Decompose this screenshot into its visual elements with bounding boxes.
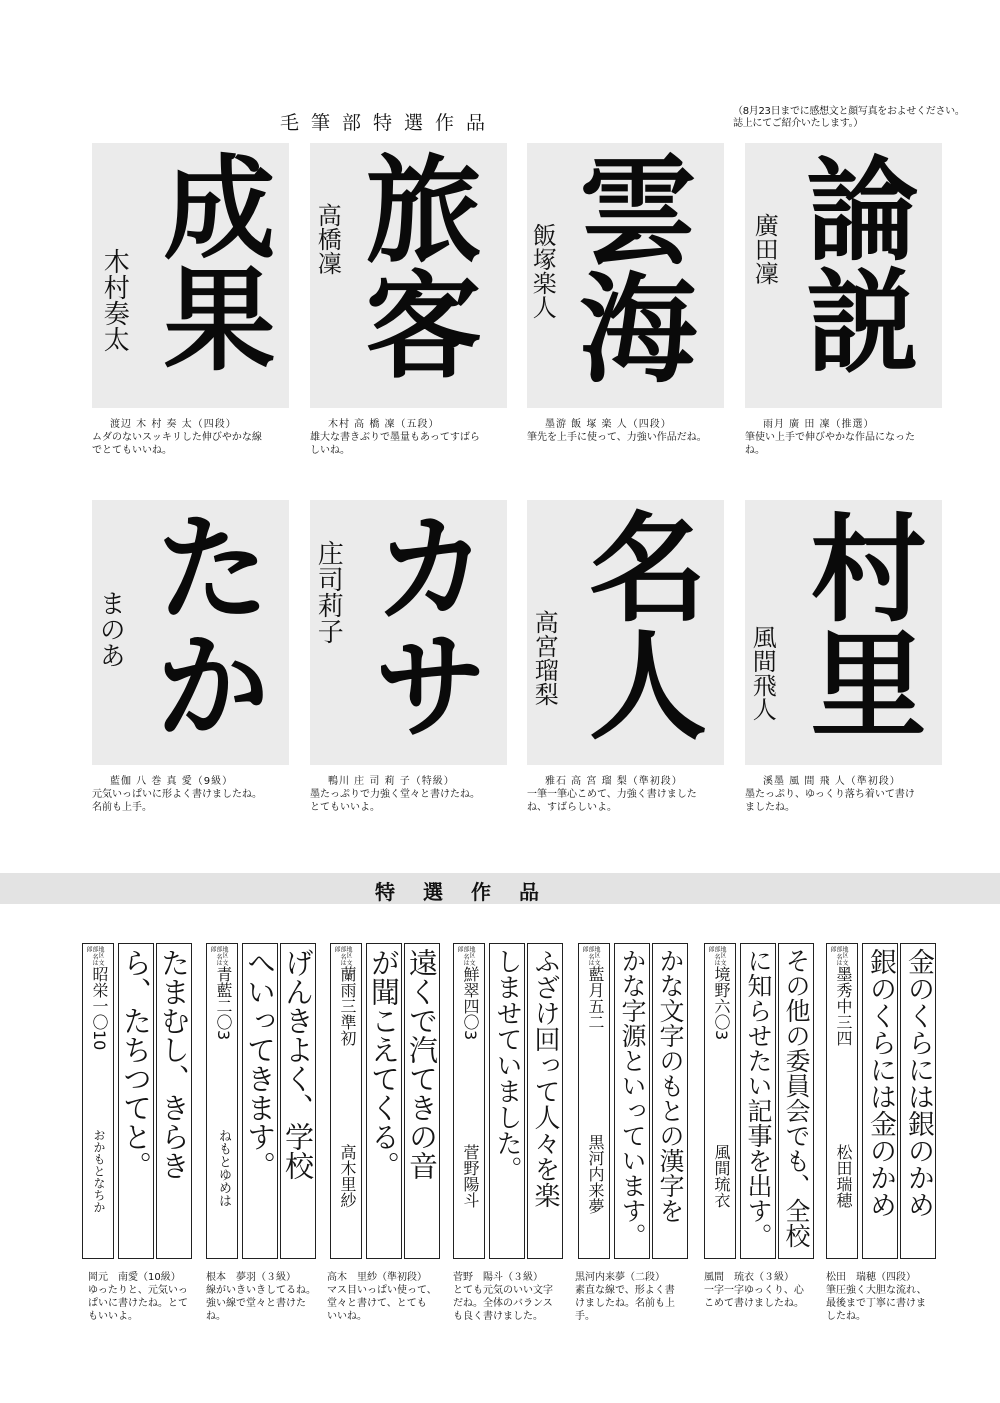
column-text: しませていました。 [492, 948, 522, 1182]
label-signature: ねもとゆめは [216, 1129, 231, 1207]
calligraphy-sheet [330, 943, 443, 1259]
student-label [330, 943, 362, 1259]
calligraphy-sheet [82, 943, 195, 1259]
artwork-panel [527, 500, 724, 765]
label-header: 地区 文部 名は郎 [829, 946, 848, 966]
label-value: 青藍二〇3 [214, 966, 233, 1041]
artwork-caption [527, 775, 724, 814]
submission-note: （8月23日までに感想文と顔写真をおよせください。誌上にてご紹介いたします。） [733, 106, 965, 129]
teacher-comment: 筆先を上手に使って、力強い作品だね。 [527, 432, 707, 443]
calligraphy-sheet [206, 943, 319, 1259]
text-column-second [900, 943, 936, 1259]
artwork-characters: 論説 [788, 151, 919, 375]
artist-credit: 木村 高 橋 凜（五段） [328, 419, 440, 430]
text-column-first [740, 943, 776, 1259]
section-title-special: 特選作品 [375, 880, 567, 904]
teacher-comment: ゆったりと、元気いっ ぱいに書けたね。とて もいいよ。 [88, 1285, 188, 1322]
artwork-panel [745, 500, 942, 765]
teacher-comment: 一筆一筆心こめて、力強く書けました ね、すばらしいよ。 [527, 789, 697, 813]
artwork-caption [745, 418, 942, 457]
teacher-comment: 線がいきいきしてるね。 強い線で堂々と書けた ね。 [206, 1285, 316, 1322]
artist-credit: 雨月 廣 田 凜（推選） [763, 419, 875, 430]
calligraphy-sheet [578, 943, 691, 1259]
column-text: その他の委員会でも、全校 [782, 948, 811, 1248]
artist-credit: 藍伽 八 巻 真 愛（9級） [110, 776, 234, 787]
student-credit: 根本 夢羽（３級） [206, 1272, 296, 1283]
teacher-comment: ムダのないスッキリした伸びやかな線 でとてもいいね。 [92, 432, 262, 456]
teacher-comment: 素直な線で、形よく書 けましたね。名前も上 手。 [575, 1285, 675, 1322]
label-header: 地区 文部 名は郎 [333, 946, 352, 966]
work-caption [826, 1271, 944, 1323]
work-caption [453, 1271, 571, 1323]
text-column-second [404, 943, 440, 1259]
work-caption [206, 1271, 324, 1323]
artwork-caption [92, 418, 289, 457]
text-column-first [242, 943, 278, 1259]
label-header: 地区 文部 名は郎 [85, 946, 104, 966]
teacher-comment: 一字一字ゆっくり、心 こめて書けましたね。 [704, 1285, 804, 1309]
artist-credit: 溪墨 風 間 飛 人（準初段） [763, 776, 901, 787]
column-text: かな字源といっています。 [618, 948, 647, 1248]
artwork-panel [92, 500, 289, 765]
work-caption [575, 1271, 693, 1323]
teacher-comment: 元気いっぱいに形よく書けましたね。 名前も上手。 [92, 789, 262, 813]
label-header: 地区 文部 名は郎 [581, 946, 600, 966]
student-credit: 風間 琉衣（３級） [704, 1272, 794, 1283]
artwork-panel [527, 143, 724, 408]
label-header: 地区 文部 名は郎 [456, 946, 475, 966]
teacher-comment: 筆圧強く大胆な流れ、 最後まで丁寧に書けま したね。 [826, 1285, 927, 1322]
artwork-characters: 成果 [145, 149, 276, 373]
calligraphy-sheet [826, 943, 939, 1259]
text-column-first [862, 943, 898, 1259]
teacher-comment: とても元気のいい文字 だね。全体のバランス も良く書けました。 [453, 1285, 553, 1322]
artwork-characters: 村里 [791, 508, 927, 740]
artist-credit: 鴨川 庄 司 莉 子（特級） [328, 776, 455, 787]
label-signature: 高木里紗 [338, 1144, 357, 1208]
artwork-signature: 飯塚楽人 [528, 223, 557, 319]
artwork-caption [92, 775, 289, 814]
artist-credit: 渡辺 木 村 奏 太（四段） [110, 419, 237, 430]
student-credit: 松田 瑞穂（四段） [826, 1272, 916, 1283]
artist-credit: 雅石 高 宮 瑠 梨（準初段） [545, 776, 683, 787]
student-credit: 岡元 南愛（10級） [88, 1272, 181, 1283]
artwork-signature: 木村奏太 [99, 248, 130, 352]
label-value: 鮮翠四〇3 [461, 966, 480, 1041]
label-value: 藍月五二 [586, 966, 605, 1030]
text-column-second [652, 943, 688, 1259]
student-credit: 菅野 陽斗（３級） [453, 1272, 543, 1283]
teacher-comment: 墨たっぷり、ゆっくり落ち着いて書け ましたね。 [745, 789, 915, 813]
column-text: に知らせたい記事を出す。 [744, 948, 773, 1248]
teacher-comment: 墨たっぷりで力強く堂々と書けたね。 とてもいいよ。 [310, 789, 480, 813]
column-text: ふざけ回って人々を楽 [530, 948, 560, 1208]
label-signature: おかもとなちか [92, 1129, 106, 1213]
text-column-second [156, 943, 192, 1259]
label-value: 昭栄一〇10 [90, 966, 109, 1051]
text-column-second [527, 943, 563, 1259]
label-signature: 菅野陽斗 [461, 1144, 480, 1208]
section-title-brush: 毛筆部特選作品 [280, 112, 498, 134]
artwork-signature: 高宮瑠梨 [530, 610, 559, 706]
artwork-characters: たか [134, 506, 273, 742]
column-text: へいってきます。 [243, 948, 277, 1180]
column-text: 遠くで汽てきの音 [405, 948, 439, 1180]
student-label [578, 943, 610, 1259]
student-label [826, 943, 858, 1259]
artist-credit: 墨游 飯 塚 楽 人（四段） [545, 419, 672, 430]
student-label [704, 943, 736, 1259]
text-column-second [280, 943, 316, 1259]
artwork-signature: 高橋凜 [313, 203, 342, 275]
student-label [206, 943, 238, 1259]
artwork-caption [527, 418, 724, 444]
work-caption [327, 1271, 445, 1323]
text-column-first [366, 943, 402, 1259]
column-text: たまむし、きらき [157, 948, 191, 1180]
label-value: 境野六〇3 [712, 966, 731, 1041]
artwork-caption [310, 418, 507, 457]
calligraphy-sheet [453, 943, 566, 1259]
artwork-signature: 廣田凜 [750, 213, 779, 285]
artwork-panel [745, 143, 942, 408]
student-label [453, 943, 485, 1259]
label-signature: 松田瑞穂 [834, 1144, 853, 1208]
text-column-first [614, 943, 650, 1259]
calligraphy-sheet [704, 943, 817, 1259]
artwork-caption [745, 775, 942, 814]
label-value: 墨秀中三四 [834, 966, 853, 1046]
student-credit: 黒河内来夢（二段） [575, 1272, 665, 1283]
artwork-characters: カサ [352, 506, 491, 742]
label-signature: 黒河内来夢 [586, 1134, 605, 1214]
teacher-comment: マス目いっぱい使って、 堂々と書けて、とても いいね。 [327, 1285, 437, 1322]
text-column-first [489, 943, 525, 1259]
teacher-comment: 筆使い上手で伸びやかな作品になった ね。 [745, 432, 915, 456]
artwork-panel [92, 143, 289, 408]
artwork-panel [310, 500, 507, 765]
artwork-signature: 庄司莉子 [313, 540, 344, 644]
artwork-characters: 雲海 [559, 149, 698, 385]
text-column-second [778, 943, 814, 1259]
student-credit: 高木 里紗（準初段） [327, 1272, 427, 1283]
text-column-first [118, 943, 154, 1259]
teacher-comment: 雄大な書きぶりで墨量もあってすばら しいね。 [310, 432, 480, 456]
column-text: が聞こえてくる。 [367, 948, 401, 1180]
column-text: 銀のくらには金のかめ [865, 948, 896, 1218]
column-text: ら、たちつてと。 [119, 948, 153, 1180]
artwork-panel [310, 143, 507, 408]
work-caption [704, 1271, 822, 1310]
artwork-signature: まのあ [95, 590, 126, 668]
section-band [0, 873, 1000, 904]
work-caption [88, 1271, 206, 1323]
student-label [82, 943, 114, 1259]
column-text: かな文字のもとの漢字を [656, 948, 685, 1223]
column-text: げんきよく、学校 [281, 948, 315, 1180]
label-header: 地区 文部 名は郎 [209, 946, 228, 966]
artwork-characters: 旅客 [346, 149, 482, 381]
label-header: 地区 文部 名は郎 [707, 946, 726, 966]
artwork-signature: 風間飛人 [748, 625, 777, 721]
label-signature: 風間琉衣 [712, 1144, 731, 1208]
artwork-characters: 名人 [569, 506, 708, 742]
artwork-caption [310, 775, 507, 814]
label-value: 蘭雨三準初 [338, 966, 357, 1046]
column-text: 金のくらには銀のかめ [903, 948, 934, 1218]
